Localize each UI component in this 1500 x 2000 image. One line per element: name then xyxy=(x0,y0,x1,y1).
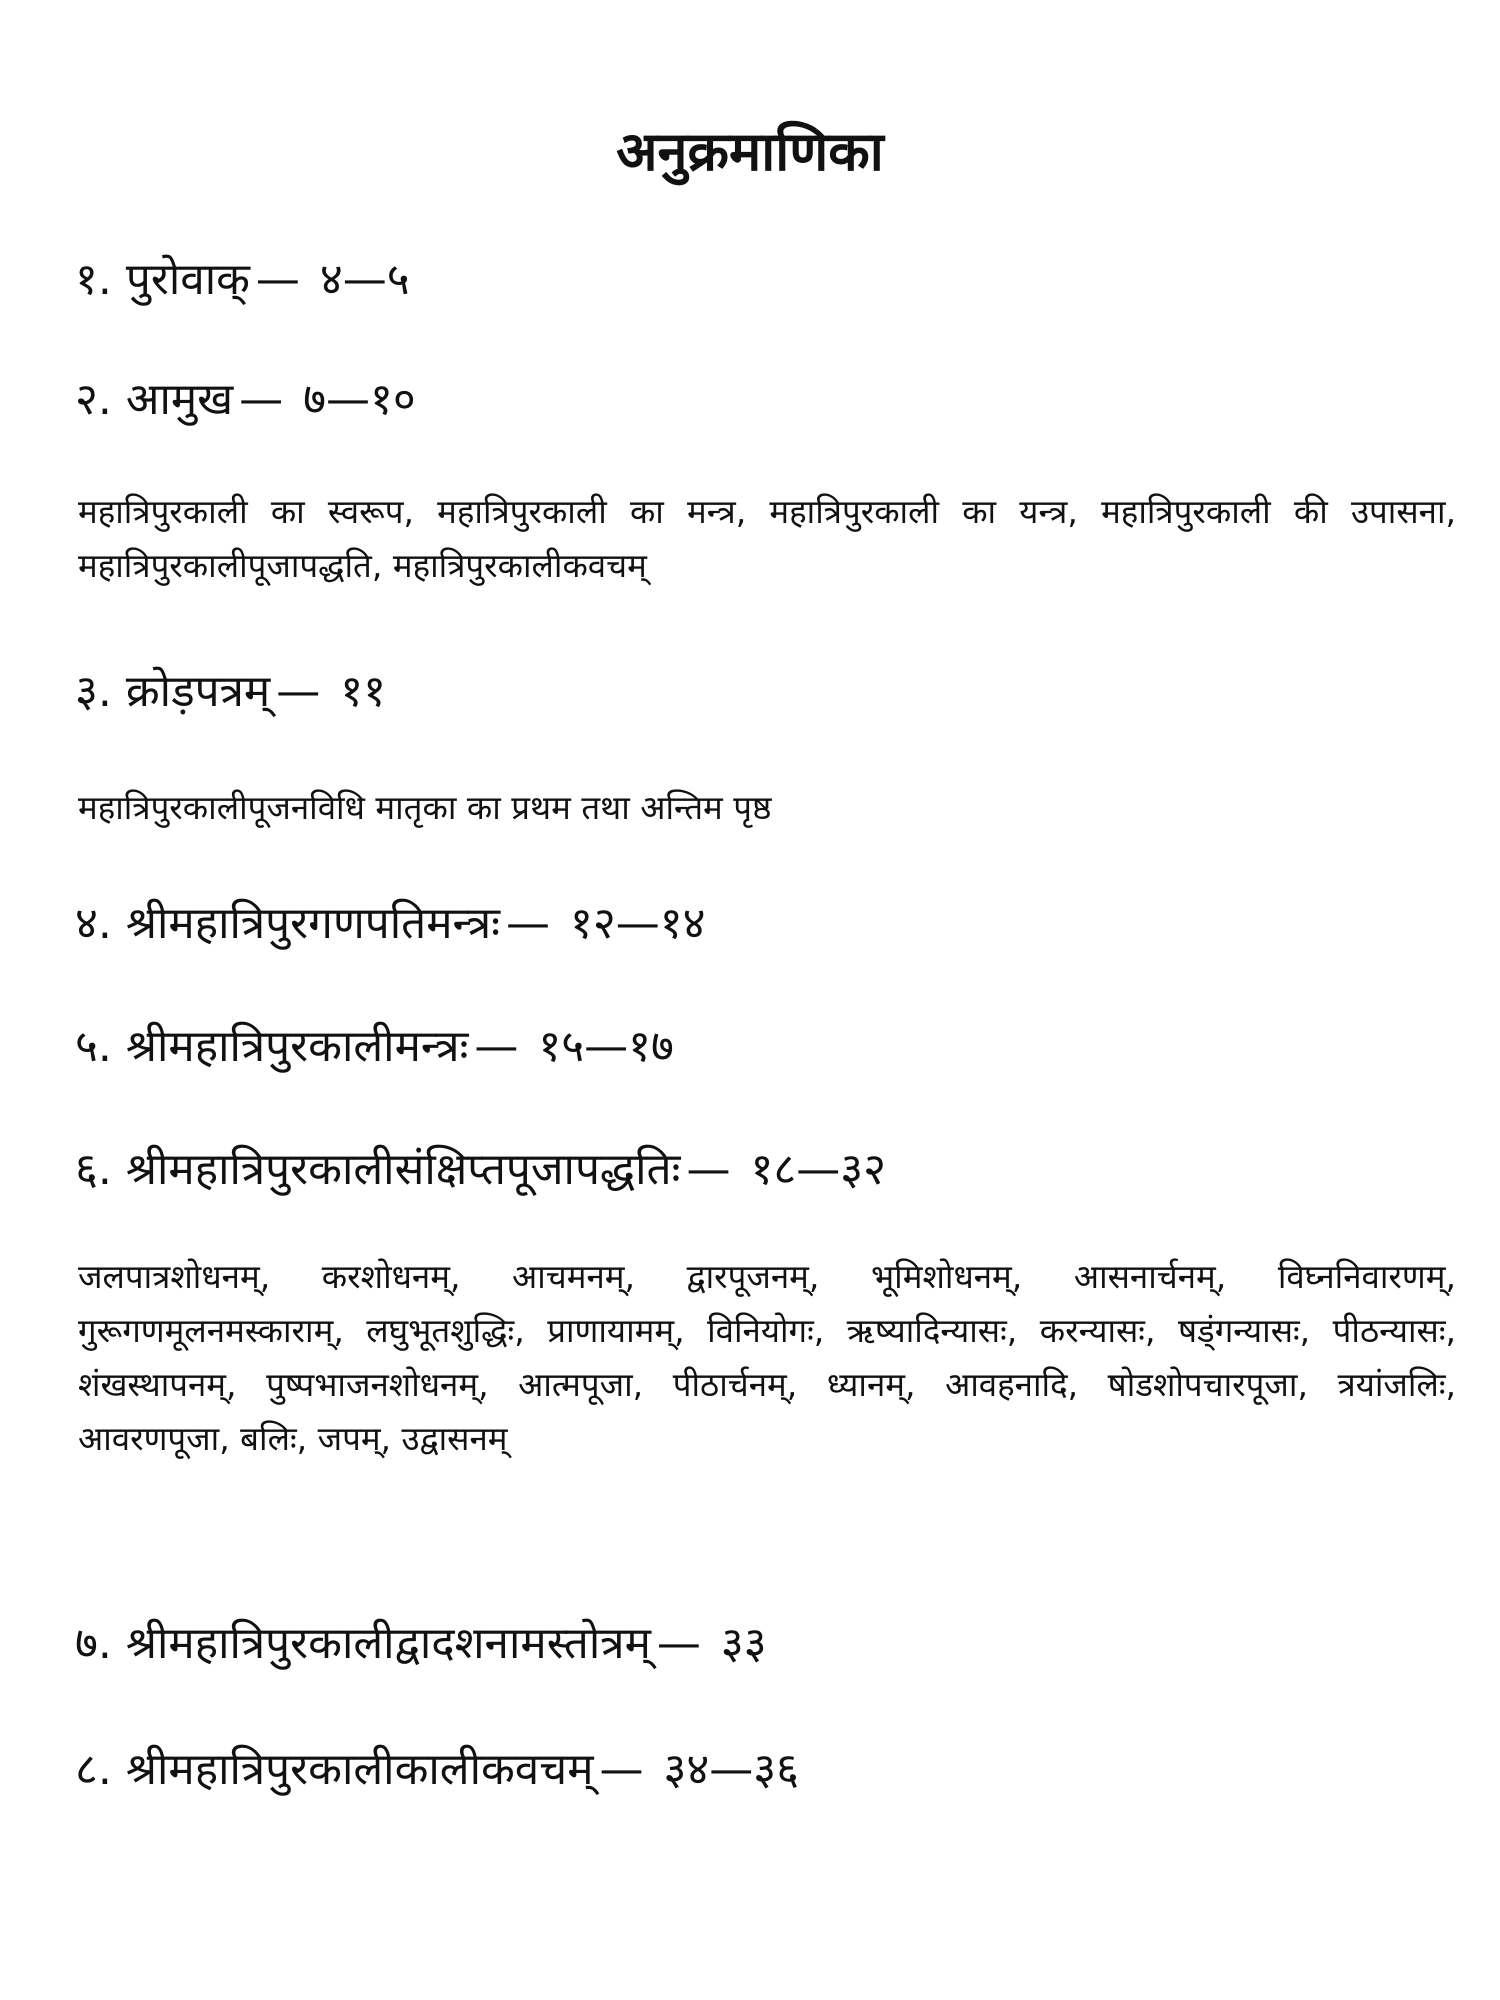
toc-entry-5 xyxy=(75,1015,1455,1079)
entry-name: श्रीमहात्रिपुरकालीद्वादशनामस्तोत्रम् xyxy=(125,1618,651,1669)
entry-name: श्रीमहात्रिपुरकालीकालीकवचम् xyxy=(125,1744,594,1795)
toc-entry-7 xyxy=(75,1612,1455,1676)
toc-entry-2 xyxy=(75,368,1455,432)
entry-number: १. xyxy=(75,254,112,305)
toc-entry-6 xyxy=(75,1138,1455,1202)
entry-name: आमुख xyxy=(125,374,234,425)
entry-dash: — xyxy=(686,1144,731,1195)
entry-name: क्रोड़पत्रम् xyxy=(125,666,271,717)
entry-dash: — xyxy=(474,1021,519,1072)
entry-name: पुरोवाक् xyxy=(125,254,250,305)
entry-pages: ७—१० xyxy=(303,374,416,425)
entry-pages: ३४—३६ xyxy=(663,1744,800,1795)
entry-pages: १८—३२ xyxy=(750,1144,886,1195)
entry-dash: — xyxy=(255,254,300,305)
entry-dash: — xyxy=(506,898,551,949)
entry-pages: ४—५ xyxy=(319,254,410,305)
entry-number: ८. xyxy=(75,1744,112,1795)
entry-pages: ११ xyxy=(340,666,386,717)
entry-2-description: महात्रिपुरकाली का स्वरूप, महात्रिपुरकाली का मन्त्र, महात्रिपुरकाली का यन्त्र, महात्रिपुरकाली की उपासना, महात्रिपुरकालीपूजापद्धति, महात्रिपुरकालीकवचम् xyxy=(78,492,1456,585)
entry-number: ४. xyxy=(75,898,112,949)
entry-name: श्रीमहात्रिपुरगणपतिमन्त्रः xyxy=(125,898,501,949)
entry-6-description: जलपात्रशोधनम्, करशोधनम्, आचमनम्, द्वारपूजनम्, भूमिशोधनम्, आसनार्चनम्, विघ्ननिवारणम्, गुरूगणमूलनमस्काराम्, लघुभूतशुद्धिः, प्राणायामम्, विनियोगः, ऋष्यादिन्यासः, करन्यासः, षड्ंगन्यासः, पीठन्यासः, शंखस्थापनम्, पुष्पभाजनशोधनम्, आत्मपूजा, पीठार्चनम्, ध्यानम्, आवहनादि, षोडशोपचारपूजा, त्रयांजलिः, आवरणपूजा, बलिः, जपम्, उद्वासनम् xyxy=(78,1257,1456,1458)
toc-entry-8 xyxy=(75,1738,1455,1802)
toc-entry-3 xyxy=(75,660,1455,724)
entry-name: श्रीमहात्रिपुरकालीमन्त्रः xyxy=(125,1021,469,1072)
entry-name: श्रीमहात्रिपुरकालीसंक्षिप्तपूजापद्धतिः xyxy=(125,1144,681,1195)
entry-number: ६. xyxy=(75,1144,112,1195)
entry-pages: ३३ xyxy=(720,1618,767,1669)
entry-number: ७. xyxy=(75,1618,112,1669)
entry-pages: १५—१७ xyxy=(538,1021,674,1072)
entry-number: ५. xyxy=(75,1021,112,1072)
entry-dash: — xyxy=(599,1744,644,1795)
entry-dash: — xyxy=(276,666,321,717)
entry-pages: १२—१४ xyxy=(570,898,706,949)
entry-number: २. xyxy=(75,374,112,425)
entry-dash: — xyxy=(656,1618,701,1669)
entry-3-description: महात्रिपुरकालीपूजनविधि मातृका का प्रथम तथा अन्तिम पृष्ठ xyxy=(78,788,772,827)
page-title: अनुक्रमाणिका xyxy=(616,120,884,183)
toc-entry-1 xyxy=(75,248,1455,312)
toc-entry-4 xyxy=(75,892,1455,956)
entry-dash: — xyxy=(239,374,284,425)
entry-number: ३. xyxy=(75,666,112,717)
